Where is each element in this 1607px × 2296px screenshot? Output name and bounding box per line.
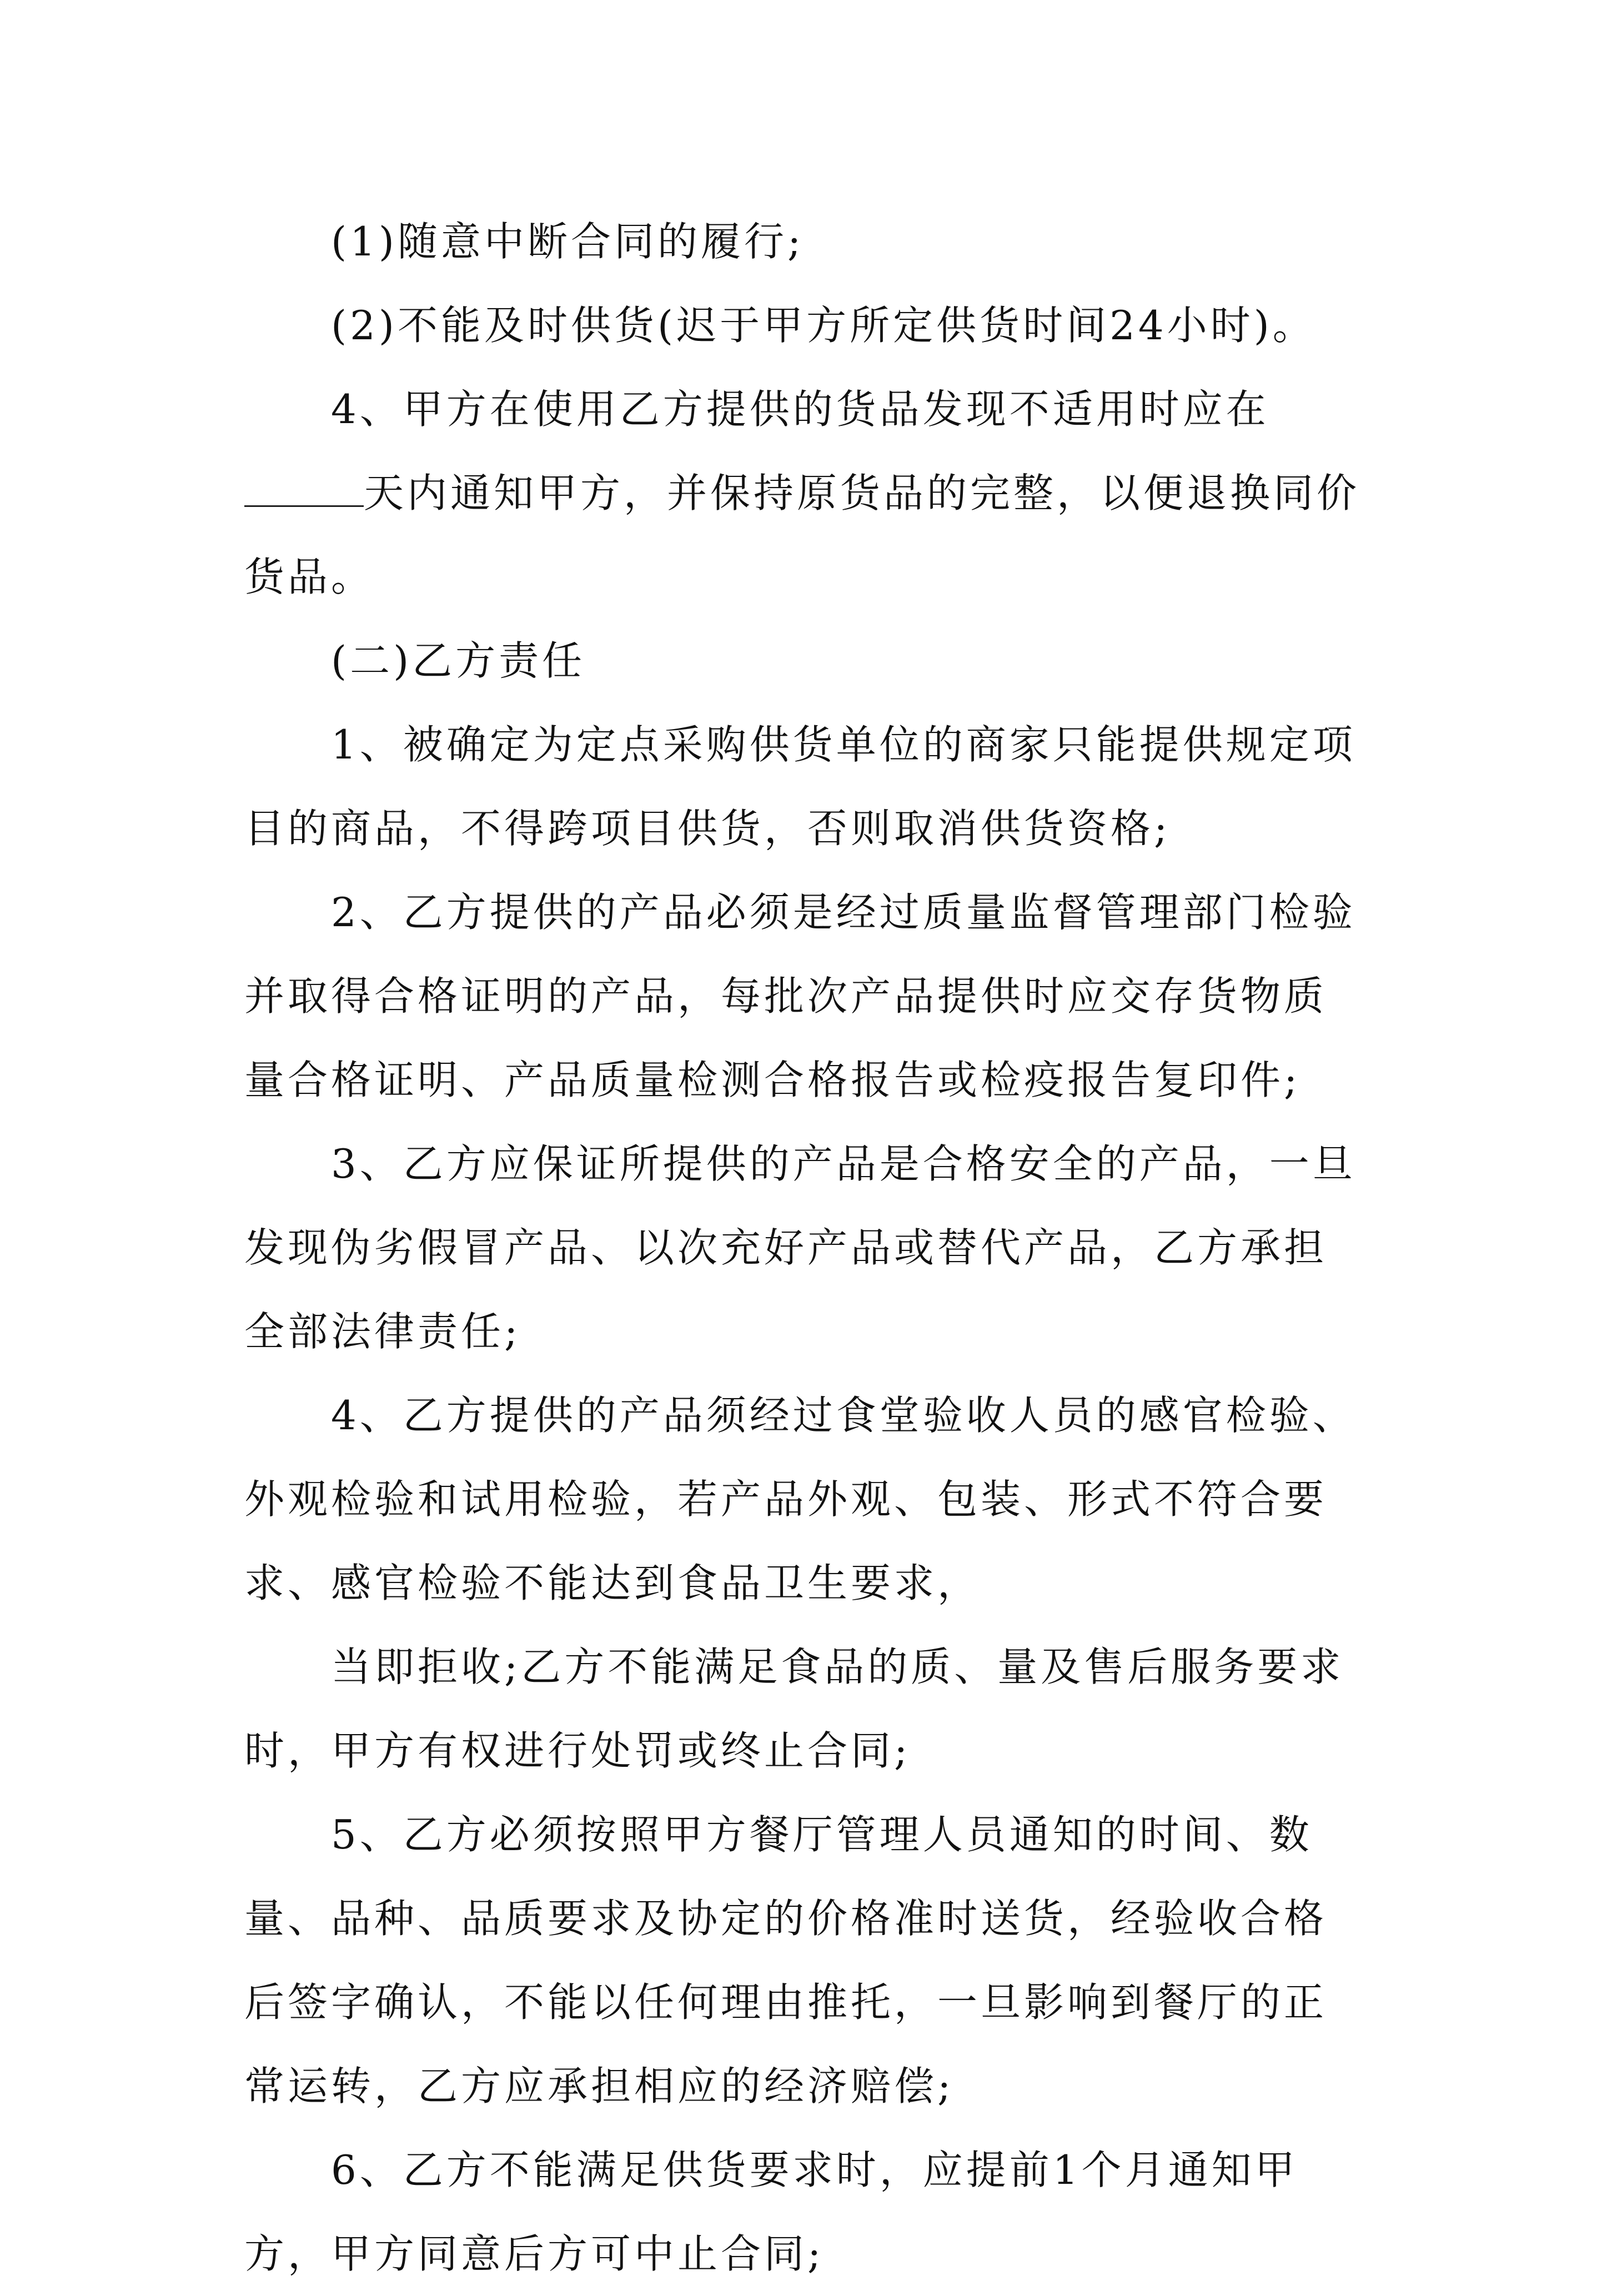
paragraph-11: 6、乙方不能满足供货要求时，应提前1个月通知甲方，甲方同意后方可中止合同; bbox=[244, 2147, 1298, 2277]
paragraph-6: 2、乙方提供的产品必须是经过质量监督管理部门检验并取得合格证明的产品，每批次产品提供时应交存货物质量合格证明、产品质量检测合格报告或检疫报告复印件; bbox=[244, 889, 1356, 1103]
paragraph-1: (1)随意中断合同的履行; bbox=[331, 218, 805, 265]
paragraph-3-before-blank: 4、甲方在使用乙方提供的货品发现不适用时应在 bbox=[331, 386, 1269, 433]
paragraph-10: 5、乙方必须按照甲方餐厅管理人员通知的时间、数量、品种、品质要求及协定的价格准时送货，经验收合格后签字确认，不能以任何理由推托，一旦影响到餐厅的正常运转，乙方应承担相应的经济赔偿; bbox=[244, 1811, 1328, 2109]
paragraph-7: 3、乙方应保证所提供的产品是合格安全的产品，一旦发现伪劣假冒产品、以次充好产品或替代产品，乙方承担全部法律责任; bbox=[244, 1141, 1356, 1355]
document-body bbox=[244, 200, 1366, 2296]
paragraph-5: 1、被确定为定点采购供货单位的商家只能提供规定项目的商品，不得跨项目供货，否则取消供货资格; bbox=[244, 721, 1356, 852]
paragraph-9: 当即拒收;乙方不能满足食品的质、量及售后服务要求时，甲方有权进行处罚或终止合同; bbox=[244, 1644, 1344, 1774]
paragraph-2: (2)不能及时供货(迟于甲方所定供货时间24小时)。 bbox=[331, 302, 1316, 349]
paragraph-3 bbox=[244, 368, 1366, 619]
paragraph-8: 4、乙方提供的产品须经过食堂验收人员的感官检验、外观检验和试用检验，若产品外观、包装、形式不符合要求、感官检验不能达到食品卫生要求， bbox=[244, 1392, 1356, 1606]
section-heading-party-b: (二)乙方责任 bbox=[331, 637, 586, 684]
fill-in-blank bbox=[244, 466, 364, 507]
paragraph-3-after-blank: 天内通知甲方，并保持原货品的完整，以便退换同价货品。 bbox=[244, 470, 1360, 600]
